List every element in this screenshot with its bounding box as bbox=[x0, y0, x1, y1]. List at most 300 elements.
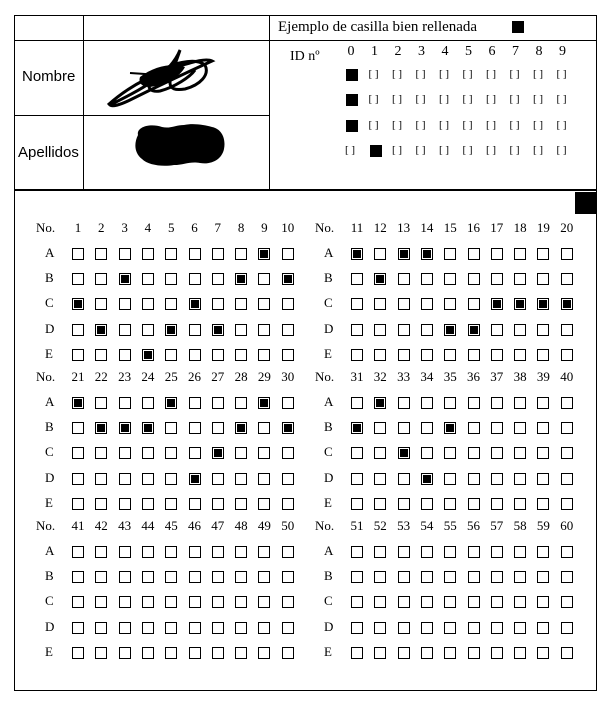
answer-box-25-d[interactable] bbox=[165, 473, 177, 485]
answer-box-1-d[interactable] bbox=[72, 324, 84, 336]
answer-box-33-d[interactable] bbox=[398, 473, 410, 485]
answer-box-24-e[interactable] bbox=[142, 498, 154, 510]
answer-box-56-c[interactable] bbox=[468, 596, 480, 608]
answer-box-20-b[interactable] bbox=[561, 273, 573, 285]
answer-box-40-b[interactable] bbox=[561, 422, 573, 434]
answer-box-35-b[interactable] bbox=[444, 422, 456, 434]
answer-box-57-d[interactable] bbox=[491, 622, 503, 634]
id-bubble-empty[interactable]: [ ] bbox=[439, 144, 450, 156]
answer-box-30-a[interactable] bbox=[282, 397, 294, 409]
answer-box-3-c[interactable] bbox=[119, 298, 131, 310]
answer-box-40-c[interactable] bbox=[561, 447, 573, 459]
answer-box-26-d[interactable] bbox=[189, 473, 201, 485]
answer-box-31-c[interactable] bbox=[351, 447, 363, 459]
id-bubble-empty[interactable]: [ ] bbox=[486, 93, 497, 105]
answer-box-3-a[interactable] bbox=[119, 248, 131, 260]
answer-box-48-a[interactable] bbox=[235, 546, 247, 558]
answer-box-55-c[interactable] bbox=[444, 596, 456, 608]
answer-box-27-a[interactable] bbox=[212, 397, 224, 409]
answer-box-60-c[interactable] bbox=[561, 596, 573, 608]
answer-box-27-b[interactable] bbox=[212, 422, 224, 434]
answer-box-33-e[interactable] bbox=[398, 498, 410, 510]
answer-box-21-c[interactable] bbox=[72, 447, 84, 459]
answer-box-24-d[interactable] bbox=[142, 473, 154, 485]
answer-box-23-e[interactable] bbox=[119, 498, 131, 510]
answer-box-56-b[interactable] bbox=[468, 571, 480, 583]
answer-box-12-e[interactable] bbox=[374, 349, 386, 361]
answer-box-36-e[interactable] bbox=[468, 498, 480, 510]
answer-box-4-a[interactable] bbox=[142, 248, 154, 260]
answer-box-23-b[interactable] bbox=[119, 422, 131, 434]
answer-box-38-c[interactable] bbox=[514, 447, 526, 459]
answer-box-59-c[interactable] bbox=[537, 596, 549, 608]
answer-box-13-c[interactable] bbox=[398, 298, 410, 310]
answer-box-15-d[interactable] bbox=[444, 324, 456, 336]
answer-box-34-c[interactable] bbox=[421, 447, 433, 459]
answer-box-47-c[interactable] bbox=[212, 596, 224, 608]
answer-box-44-e[interactable] bbox=[142, 647, 154, 659]
id-bubble-filled[interactable] bbox=[370, 145, 382, 157]
answer-box-46-e[interactable] bbox=[189, 647, 201, 659]
answer-box-39-c[interactable] bbox=[537, 447, 549, 459]
answer-box-4-b[interactable] bbox=[142, 273, 154, 285]
answer-box-47-d[interactable] bbox=[212, 622, 224, 634]
id-bubble-empty[interactable]: [ ] bbox=[415, 68, 426, 80]
answer-box-12-b[interactable] bbox=[374, 273, 386, 285]
answer-box-44-b[interactable] bbox=[142, 571, 154, 583]
answer-box-42-b[interactable] bbox=[95, 571, 107, 583]
answer-box-38-b[interactable] bbox=[514, 422, 526, 434]
answer-box-42-e[interactable] bbox=[95, 647, 107, 659]
answer-box-46-c[interactable] bbox=[189, 596, 201, 608]
answer-box-16-b[interactable] bbox=[468, 273, 480, 285]
answer-box-43-c[interactable] bbox=[119, 596, 131, 608]
answer-box-31-a[interactable] bbox=[351, 397, 363, 409]
answer-box-49-e[interactable] bbox=[258, 647, 270, 659]
answer-box-19-c[interactable] bbox=[537, 298, 549, 310]
answer-box-55-a[interactable] bbox=[444, 546, 456, 558]
answer-box-15-e[interactable] bbox=[444, 349, 456, 361]
answer-box-7-d[interactable] bbox=[212, 324, 224, 336]
answer-box-53-e[interactable] bbox=[398, 647, 410, 659]
answer-box-22-a[interactable] bbox=[95, 397, 107, 409]
answer-box-44-c[interactable] bbox=[142, 596, 154, 608]
answer-box-41-c[interactable] bbox=[72, 596, 84, 608]
id-bubble-empty[interactable]: [ ] bbox=[462, 68, 473, 80]
answer-box-41-b[interactable] bbox=[72, 571, 84, 583]
answer-box-37-d[interactable] bbox=[491, 473, 503, 485]
answer-box-22-c[interactable] bbox=[95, 447, 107, 459]
answer-box-59-a[interactable] bbox=[537, 546, 549, 558]
answer-box-36-a[interactable] bbox=[468, 397, 480, 409]
answer-box-60-b[interactable] bbox=[561, 571, 573, 583]
answer-box-46-a[interactable] bbox=[189, 546, 201, 558]
answer-box-56-a[interactable] bbox=[468, 546, 480, 558]
answer-box-40-a[interactable] bbox=[561, 397, 573, 409]
answer-box-53-b[interactable] bbox=[398, 571, 410, 583]
answer-box-42-a[interactable] bbox=[95, 546, 107, 558]
answer-box-26-e[interactable] bbox=[189, 498, 201, 510]
answer-box-18-b[interactable] bbox=[514, 273, 526, 285]
answer-box-49-b[interactable] bbox=[258, 571, 270, 583]
answer-box-12-d[interactable] bbox=[374, 324, 386, 336]
answer-box-18-c[interactable] bbox=[514, 298, 526, 310]
id-bubble-empty[interactable]: [ ] bbox=[439, 68, 450, 80]
answer-box-11-a[interactable] bbox=[351, 248, 363, 260]
answer-box-57-c[interactable] bbox=[491, 596, 503, 608]
id-bubble-empty[interactable]: [ ] bbox=[462, 93, 473, 105]
id-bubble-empty[interactable]: [ ] bbox=[368, 119, 379, 131]
answer-box-52-e[interactable] bbox=[374, 647, 386, 659]
answer-box-6-b[interactable] bbox=[189, 273, 201, 285]
answer-box-15-a[interactable] bbox=[444, 248, 456, 260]
id-bubble-empty[interactable]: [ ] bbox=[556, 68, 567, 80]
answer-box-32-a[interactable] bbox=[374, 397, 386, 409]
answer-box-35-d[interactable] bbox=[444, 473, 456, 485]
answer-box-59-e[interactable] bbox=[537, 647, 549, 659]
answer-box-24-b[interactable] bbox=[142, 422, 154, 434]
answer-box-18-e[interactable] bbox=[514, 349, 526, 361]
answer-box-48-d[interactable] bbox=[235, 622, 247, 634]
answer-box-7-b[interactable] bbox=[212, 273, 224, 285]
answer-box-2-c[interactable] bbox=[95, 298, 107, 310]
answer-box-50-d[interactable] bbox=[282, 622, 294, 634]
answer-box-39-a[interactable] bbox=[537, 397, 549, 409]
answer-box-58-d[interactable] bbox=[514, 622, 526, 634]
answer-box-28-e[interactable] bbox=[235, 498, 247, 510]
answer-box-33-c[interactable] bbox=[398, 447, 410, 459]
answer-box-25-e[interactable] bbox=[165, 498, 177, 510]
answer-box-54-e[interactable] bbox=[421, 647, 433, 659]
answer-box-9-b[interactable] bbox=[258, 273, 270, 285]
answer-box-14-b[interactable] bbox=[421, 273, 433, 285]
answer-box-13-d[interactable] bbox=[398, 324, 410, 336]
id-bubble-empty[interactable]: [ ] bbox=[392, 93, 403, 105]
answer-box-34-b[interactable] bbox=[421, 422, 433, 434]
answer-box-28-b[interactable] bbox=[235, 422, 247, 434]
answer-box-34-e[interactable] bbox=[421, 498, 433, 510]
answer-box-49-d[interactable] bbox=[258, 622, 270, 634]
answer-box-36-c[interactable] bbox=[468, 447, 480, 459]
answer-box-10-c[interactable] bbox=[282, 298, 294, 310]
answer-box-13-e[interactable] bbox=[398, 349, 410, 361]
answer-box-24-a[interactable] bbox=[142, 397, 154, 409]
answer-box-48-c[interactable] bbox=[235, 596, 247, 608]
answer-box-5-b[interactable] bbox=[165, 273, 177, 285]
id-bubble-empty[interactable]: [ ] bbox=[462, 144, 473, 156]
id-bubble-empty[interactable]: [ ] bbox=[415, 93, 426, 105]
answer-box-9-a[interactable] bbox=[258, 248, 270, 260]
answer-box-18-a[interactable] bbox=[514, 248, 526, 260]
answer-box-17-e[interactable] bbox=[491, 349, 503, 361]
answer-box-5-e[interactable] bbox=[165, 349, 177, 361]
answer-box-7-c[interactable] bbox=[212, 298, 224, 310]
answer-box-50-e[interactable] bbox=[282, 647, 294, 659]
answer-box-14-e[interactable] bbox=[421, 349, 433, 361]
answer-box-54-c[interactable] bbox=[421, 596, 433, 608]
answer-box-29-a[interactable] bbox=[258, 397, 270, 409]
answer-box-35-a[interactable] bbox=[444, 397, 456, 409]
answer-box-55-e[interactable] bbox=[444, 647, 456, 659]
answer-box-14-a[interactable] bbox=[421, 248, 433, 260]
answer-box-56-d[interactable] bbox=[468, 622, 480, 634]
answer-box-57-a[interactable] bbox=[491, 546, 503, 558]
answer-box-44-d[interactable] bbox=[142, 622, 154, 634]
answer-box-58-a[interactable] bbox=[514, 546, 526, 558]
answer-box-47-a[interactable] bbox=[212, 546, 224, 558]
answer-box-42-c[interactable] bbox=[95, 596, 107, 608]
answer-box-10-a[interactable] bbox=[282, 248, 294, 260]
answer-box-45-e[interactable] bbox=[165, 647, 177, 659]
answer-box-8-e[interactable] bbox=[235, 349, 247, 361]
answer-box-6-e[interactable] bbox=[189, 349, 201, 361]
answer-box-29-c[interactable] bbox=[258, 447, 270, 459]
answer-box-33-a[interactable] bbox=[398, 397, 410, 409]
answer-box-30-b[interactable] bbox=[282, 422, 294, 434]
answer-box-20-d[interactable] bbox=[561, 324, 573, 336]
answer-box-51-c[interactable] bbox=[351, 596, 363, 608]
answer-box-60-a[interactable] bbox=[561, 546, 573, 558]
answer-box-6-c[interactable] bbox=[189, 298, 201, 310]
answer-box-22-d[interactable] bbox=[95, 473, 107, 485]
answer-box-47-e[interactable] bbox=[212, 647, 224, 659]
answer-box-7-e[interactable] bbox=[212, 349, 224, 361]
id-bubble-empty[interactable]: [ ] bbox=[368, 68, 379, 80]
answer-box-58-c[interactable] bbox=[514, 596, 526, 608]
answer-box-5-d[interactable] bbox=[165, 324, 177, 336]
answer-box-21-d[interactable] bbox=[72, 473, 84, 485]
id-bubble-empty[interactable]: [ ] bbox=[509, 93, 520, 105]
answer-box-52-a[interactable] bbox=[374, 546, 386, 558]
answer-box-50-a[interactable] bbox=[282, 546, 294, 558]
id-bubble-filled[interactable] bbox=[346, 120, 358, 132]
answer-box-28-d[interactable] bbox=[235, 473, 247, 485]
answer-box-31-b[interactable] bbox=[351, 422, 363, 434]
answer-box-40-d[interactable] bbox=[561, 473, 573, 485]
answer-box-39-e[interactable] bbox=[537, 498, 549, 510]
answer-box-14-c[interactable] bbox=[421, 298, 433, 310]
answer-box-48-e[interactable] bbox=[235, 647, 247, 659]
answer-box-2-d[interactable] bbox=[95, 324, 107, 336]
answer-box-16-e[interactable] bbox=[468, 349, 480, 361]
answer-box-59-b[interactable] bbox=[537, 571, 549, 583]
answer-box-22-e[interactable] bbox=[95, 498, 107, 510]
answer-box-49-a[interactable] bbox=[258, 546, 270, 558]
answer-box-30-d[interactable] bbox=[282, 473, 294, 485]
answer-box-57-b[interactable] bbox=[491, 571, 503, 583]
answer-box-9-e[interactable] bbox=[258, 349, 270, 361]
answer-box-9-c[interactable] bbox=[258, 298, 270, 310]
answer-box-26-a[interactable] bbox=[189, 397, 201, 409]
answer-box-25-c[interactable] bbox=[165, 447, 177, 459]
answer-box-51-e[interactable] bbox=[351, 647, 363, 659]
answer-box-13-a[interactable] bbox=[398, 248, 410, 260]
answer-box-29-e[interactable] bbox=[258, 498, 270, 510]
id-bubble-empty[interactable]: [ ] bbox=[415, 144, 426, 156]
answer-box-51-a[interactable] bbox=[351, 546, 363, 558]
answer-box-37-c[interactable] bbox=[491, 447, 503, 459]
answer-box-21-b[interactable] bbox=[72, 422, 84, 434]
id-bubble-empty[interactable]: [ ] bbox=[486, 144, 497, 156]
answer-box-3-e[interactable] bbox=[119, 349, 131, 361]
answer-box-55-b[interactable] bbox=[444, 571, 456, 583]
answer-box-45-b[interactable] bbox=[165, 571, 177, 583]
answer-box-8-b[interactable] bbox=[235, 273, 247, 285]
answer-box-38-d[interactable] bbox=[514, 473, 526, 485]
answer-box-39-d[interactable] bbox=[537, 473, 549, 485]
answer-box-19-a[interactable] bbox=[537, 248, 549, 260]
answer-box-60-e[interactable] bbox=[561, 647, 573, 659]
answer-box-23-c[interactable] bbox=[119, 447, 131, 459]
answer-box-32-c[interactable] bbox=[374, 447, 386, 459]
answer-box-29-d[interactable] bbox=[258, 473, 270, 485]
answer-box-16-a[interactable] bbox=[468, 248, 480, 260]
answer-box-41-e[interactable] bbox=[72, 647, 84, 659]
answer-box-2-a[interactable] bbox=[95, 248, 107, 260]
answer-box-26-b[interactable] bbox=[189, 422, 201, 434]
answer-box-1-c[interactable] bbox=[72, 298, 84, 310]
answer-box-15-c[interactable] bbox=[444, 298, 456, 310]
answer-box-37-b[interactable] bbox=[491, 422, 503, 434]
id-bubble-empty[interactable]: [ ] bbox=[392, 144, 403, 156]
answer-box-20-c[interactable] bbox=[561, 298, 573, 310]
answer-box-33-b[interactable] bbox=[398, 422, 410, 434]
answer-box-17-c[interactable] bbox=[491, 298, 503, 310]
answer-box-48-b[interactable] bbox=[235, 571, 247, 583]
answer-box-17-d[interactable] bbox=[491, 324, 503, 336]
answer-box-50-c[interactable] bbox=[282, 596, 294, 608]
answer-box-41-a[interactable] bbox=[72, 546, 84, 558]
id-bubble-empty[interactable]: [ ] bbox=[509, 68, 520, 80]
answer-box-4-d[interactable] bbox=[142, 324, 154, 336]
answer-box-54-a[interactable] bbox=[421, 546, 433, 558]
answer-box-40-e[interactable] bbox=[561, 498, 573, 510]
answer-box-20-e[interactable] bbox=[561, 349, 573, 361]
answer-box-21-a[interactable] bbox=[72, 397, 84, 409]
answer-box-23-a[interactable] bbox=[119, 397, 131, 409]
answer-box-8-c[interactable] bbox=[235, 298, 247, 310]
id-bubble-empty[interactable]: [ ] bbox=[533, 119, 544, 131]
answer-box-10-b[interactable] bbox=[282, 273, 294, 285]
answer-box-28-c[interactable] bbox=[235, 447, 247, 459]
answer-box-25-a[interactable] bbox=[165, 397, 177, 409]
id-bubble-empty[interactable]: [ ] bbox=[462, 119, 473, 131]
answer-box-30-e[interactable] bbox=[282, 498, 294, 510]
answer-box-54-d[interactable] bbox=[421, 622, 433, 634]
answer-box-12-a[interactable] bbox=[374, 248, 386, 260]
answer-box-22-b[interactable] bbox=[95, 422, 107, 434]
answer-box-51-d[interactable] bbox=[351, 622, 363, 634]
answer-box-32-e[interactable] bbox=[374, 498, 386, 510]
answer-box-34-a[interactable] bbox=[421, 397, 433, 409]
answer-box-45-a[interactable] bbox=[165, 546, 177, 558]
answer-box-37-e[interactable] bbox=[491, 498, 503, 510]
answer-box-2-b[interactable] bbox=[95, 273, 107, 285]
answer-box-53-a[interactable] bbox=[398, 546, 410, 558]
answer-box-3-d[interactable] bbox=[119, 324, 131, 336]
answer-box-38-e[interactable] bbox=[514, 498, 526, 510]
answer-box-4-c[interactable] bbox=[142, 298, 154, 310]
answer-box-10-e[interactable] bbox=[282, 349, 294, 361]
answer-box-44-a[interactable] bbox=[142, 546, 154, 558]
answer-box-47-b[interactable] bbox=[212, 571, 224, 583]
answer-box-20-a[interactable] bbox=[561, 248, 573, 260]
answer-box-25-b[interactable] bbox=[165, 422, 177, 434]
answer-box-32-b[interactable] bbox=[374, 422, 386, 434]
answer-box-35-c[interactable] bbox=[444, 447, 456, 459]
answer-box-36-d[interactable] bbox=[468, 473, 480, 485]
answer-box-46-b[interactable] bbox=[189, 571, 201, 583]
answer-box-46-d[interactable] bbox=[189, 622, 201, 634]
answer-box-19-b[interactable] bbox=[537, 273, 549, 285]
answer-box-17-b[interactable] bbox=[491, 273, 503, 285]
answer-box-14-d[interactable] bbox=[421, 324, 433, 336]
answer-box-10-d[interactable] bbox=[282, 324, 294, 336]
answer-box-27-c[interactable] bbox=[212, 447, 224, 459]
answer-box-43-e[interactable] bbox=[119, 647, 131, 659]
answer-box-38-a[interactable] bbox=[514, 397, 526, 409]
id-bubble-filled[interactable] bbox=[346, 69, 358, 81]
answer-box-43-d[interactable] bbox=[119, 622, 131, 634]
answer-box-52-b[interactable] bbox=[374, 571, 386, 583]
id-bubble-empty[interactable]: [ ] bbox=[556, 144, 567, 156]
id-bubble-empty[interactable]: [ ] bbox=[533, 68, 544, 80]
answer-box-54-b[interactable] bbox=[421, 571, 433, 583]
answer-box-55-d[interactable] bbox=[444, 622, 456, 634]
answer-box-53-c[interactable] bbox=[398, 596, 410, 608]
id-bubble-empty[interactable]: [ ] bbox=[533, 144, 544, 156]
answer-box-43-b[interactable] bbox=[119, 571, 131, 583]
id-bubble-empty[interactable]: [ ] bbox=[509, 119, 520, 131]
answer-box-32-d[interactable] bbox=[374, 473, 386, 485]
answer-box-19-e[interactable] bbox=[537, 349, 549, 361]
answer-box-29-b[interactable] bbox=[258, 422, 270, 434]
answer-box-21-e[interactable] bbox=[72, 498, 84, 510]
answer-box-36-b[interactable] bbox=[468, 422, 480, 434]
answer-box-19-d[interactable] bbox=[537, 324, 549, 336]
answer-box-39-b[interactable] bbox=[537, 422, 549, 434]
answer-box-11-e[interactable] bbox=[351, 349, 363, 361]
answer-box-15-b[interactable] bbox=[444, 273, 456, 285]
answer-box-50-b[interactable] bbox=[282, 571, 294, 583]
answer-box-16-c[interactable] bbox=[468, 298, 480, 310]
answer-box-8-a[interactable] bbox=[235, 248, 247, 260]
id-bubble-empty[interactable]: [ ] bbox=[486, 68, 497, 80]
answer-box-13-b[interactable] bbox=[398, 273, 410, 285]
id-bubble-empty[interactable]: [ ] bbox=[486, 119, 497, 131]
answer-box-23-d[interactable] bbox=[119, 473, 131, 485]
answer-box-52-c[interactable] bbox=[374, 596, 386, 608]
answer-box-11-b[interactable] bbox=[351, 273, 363, 285]
answer-box-41-d[interactable] bbox=[72, 622, 84, 634]
answer-box-31-d[interactable] bbox=[351, 473, 363, 485]
answer-box-51-b[interactable] bbox=[351, 571, 363, 583]
id-bubble-empty[interactable]: [ ] bbox=[439, 119, 450, 131]
answer-box-24-c[interactable] bbox=[142, 447, 154, 459]
answer-box-57-e[interactable] bbox=[491, 647, 503, 659]
answer-box-1-e[interactable] bbox=[72, 349, 84, 361]
answer-box-58-b[interactable] bbox=[514, 571, 526, 583]
answer-box-5-a[interactable] bbox=[165, 248, 177, 260]
answer-box-18-d[interactable] bbox=[514, 324, 526, 336]
answer-box-37-a[interactable] bbox=[491, 397, 503, 409]
answer-box-17-a[interactable] bbox=[491, 248, 503, 260]
id-bubble-empty[interactable]: [ ] bbox=[392, 68, 403, 80]
id-bubble-empty[interactable]: [ ] bbox=[392, 119, 403, 131]
answer-box-28-a[interactable] bbox=[235, 397, 247, 409]
answer-box-34-d[interactable] bbox=[421, 473, 433, 485]
answer-box-6-a[interactable] bbox=[189, 248, 201, 260]
